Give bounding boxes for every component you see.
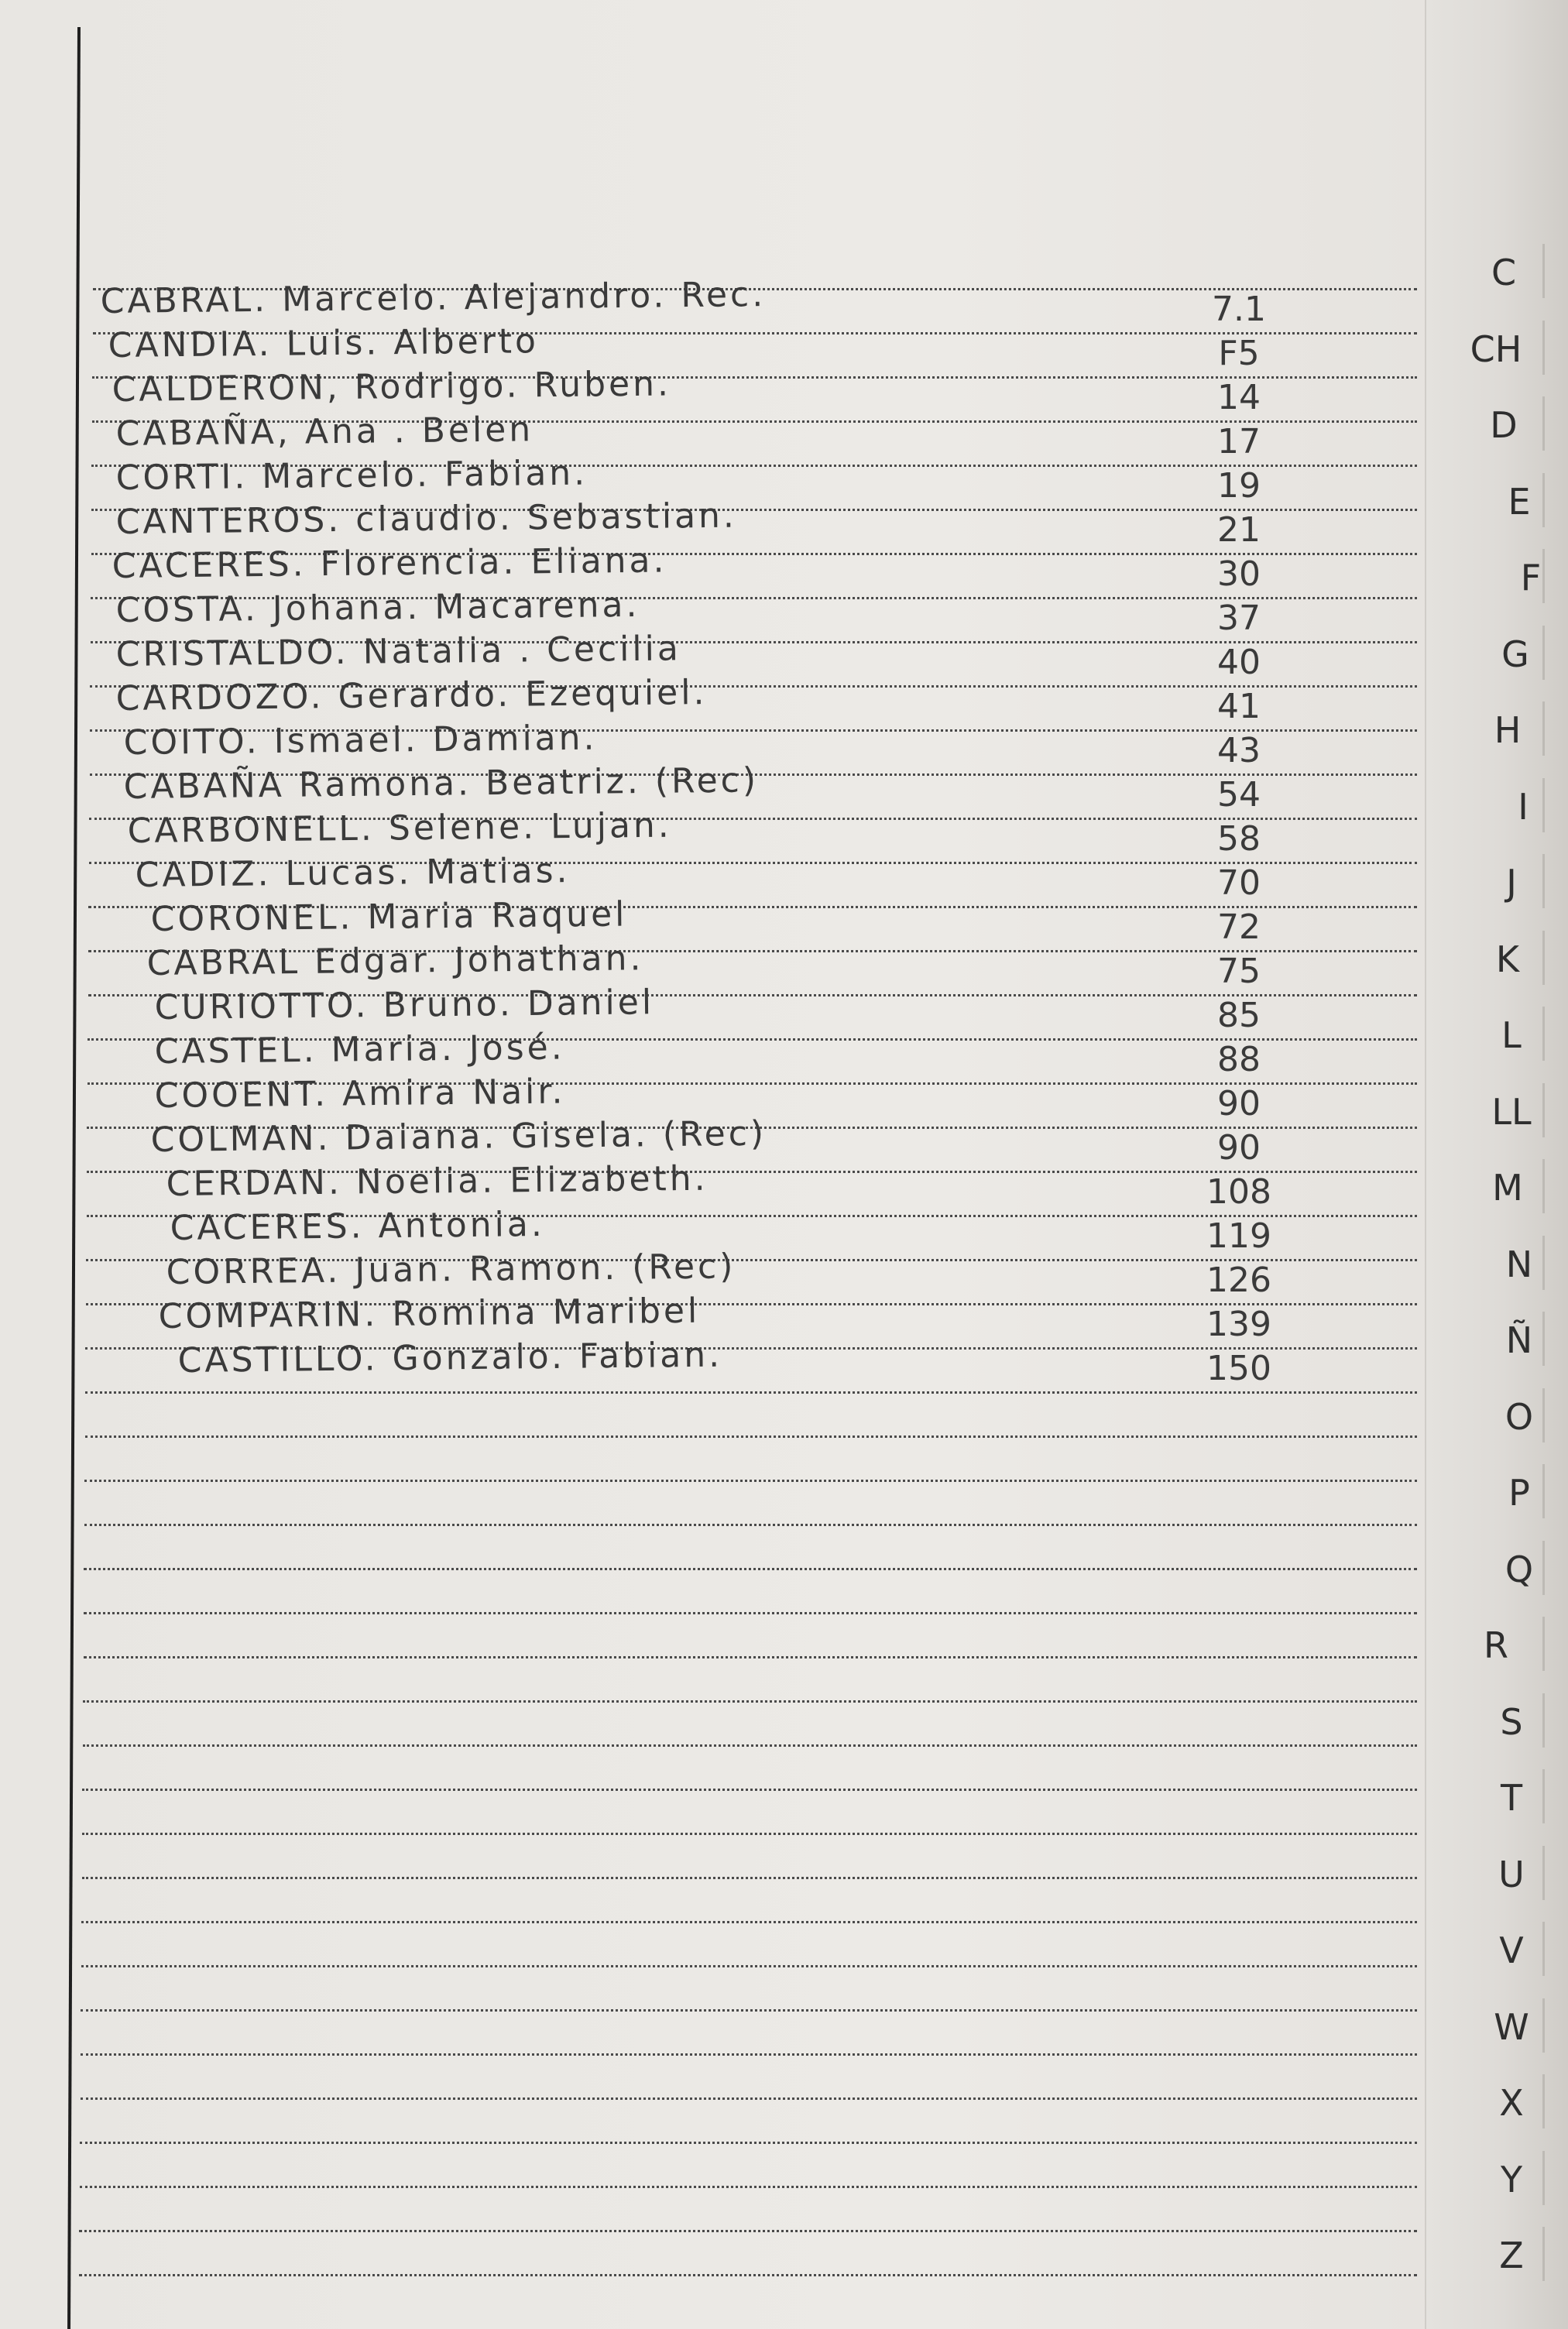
index-tab-r[interactable]: R	[1484, 1624, 1508, 1666]
tab-edge-mark	[1542, 1769, 1545, 1823]
tab-edge-mark	[1542, 549, 1545, 603]
index-tab-f[interactable]: F	[1520, 557, 1542, 599]
entry-page-number: 126	[1206, 1261, 1271, 1300]
ledger-rule	[83, 1744, 1417, 1747]
alphabet-index-tabs	[1425, 0, 1568, 2329]
entry-page-number: 88	[1217, 1040, 1261, 1079]
entry-name: CALDERON, Rodrigo. Ruben.	[112, 364, 672, 410]
entry-name: CANTEROS. claudio. Sebastian.	[115, 496, 738, 542]
entry-page-number: 70	[1217, 863, 1261, 903]
ledger-rule	[85, 1391, 1417, 1394]
ledger-rule	[81, 2053, 1417, 2056]
entry-page-number: 75	[1217, 952, 1261, 991]
tab-edge-mark	[1542, 1846, 1545, 1900]
entry-name: CORREA. Juan. Ramon. (Rec)	[166, 1247, 736, 1292]
ledger-rule	[84, 1524, 1417, 1526]
entry-name: CARDOZO. Gerardo. Ezequiel.	[115, 673, 708, 719]
tab-edge-mark	[1542, 1236, 1545, 1290]
index-tab-k[interactable]: K	[1495, 938, 1520, 980]
ledger-rule	[82, 1833, 1417, 1835]
index-tab-ch[interactable]: CH	[1470, 328, 1522, 370]
index-tab-n[interactable]: N	[1505, 1243, 1533, 1285]
index-tab-u[interactable]: U	[1498, 1854, 1525, 1895]
ledger-rule	[79, 2230, 1417, 2232]
entry-name: COLMAN. Daiana. Gisela. (Rec)	[150, 1113, 767, 1160]
index-tab-v[interactable]: V	[1499, 1929, 1524, 1971]
entry-page-number: 150	[1206, 1349, 1271, 1388]
ledger-rule	[84, 1612, 1417, 1614]
entry-page-number: 58	[1217, 819, 1261, 859]
entry-page-number: 85	[1217, 996, 1261, 1035]
tab-edge-mark	[1542, 2074, 1545, 2128]
entry-page-number: F5	[1218, 334, 1260, 373]
entry-page-number: 108	[1206, 1172, 1271, 1212]
tab-edge-mark	[1542, 473, 1545, 527]
index-tab-q[interactable]: Q	[1505, 1549, 1534, 1590]
ledger-rule	[85, 1435, 1417, 1438]
entry-name: CASTEL. Maria. José.	[154, 1027, 565, 1072]
index-tab-j[interactable]: J	[1506, 862, 1517, 904]
index-tab-p[interactable]: P	[1508, 1472, 1530, 1514]
tab-edge-mark	[1542, 1464, 1545, 1518]
index-tab-t[interactable]: T	[1500, 1777, 1523, 1819]
entry-page-number: 41	[1217, 687, 1261, 726]
tab-edge-mark	[1542, 1617, 1545, 1671]
ledger-rule	[84, 1568, 1417, 1570]
entry-name: CERDAN. Noelia. Elizabeth.	[166, 1158, 709, 1204]
entry-name: CABRAL Edgar. Johathan.	[146, 938, 644, 983]
entry-name: CACERES. Florencia. Eliana.	[112, 540, 667, 586]
index-tab-o[interactable]: O	[1505, 1396, 1534, 1438]
tab-edge-mark	[1542, 244, 1545, 298]
ledger-rule	[84, 1480, 1417, 1482]
entry-name: CABAÑA Ramona. Beatriz. (Rec)	[123, 760, 760, 807]
ledger-rule	[79, 2274, 1417, 2276]
entry-name: CASTILLO. Gonzalo. Fabian.	[177, 1335, 723, 1381]
ledger-rule	[80, 2142, 1417, 2144]
tab-edge-mark	[1542, 1922, 1545, 1976]
index-tab-w[interactable]: W	[1494, 2006, 1529, 2048]
ledger-rule	[81, 1965, 1417, 1967]
tab-edge-mark	[1542, 1083, 1545, 1137]
entry-name: CORONEL. Maria Raquel	[150, 894, 628, 939]
entry-name: COITO. Ismael. Damian.	[123, 718, 598, 763]
entry-name: CURIOTTO. Bruno. Daniel	[154, 983, 655, 1027]
tab-edge-mark	[1542, 2227, 1545, 2281]
index-tab-s[interactable]: S	[1500, 1701, 1523, 1743]
index-tab-m[interactable]: M	[1492, 1167, 1523, 1209]
tab-edge-mark	[1542, 2151, 1545, 2205]
entry-name: CANDIA. Luis. Alberto	[108, 321, 540, 365]
entry-name: COSTA. Johana. Macarena.	[115, 585, 640, 630]
tab-edge-mark	[1542, 321, 1545, 375]
entry-page-number: 119	[1206, 1216, 1271, 1256]
entry-page-number: 90	[1217, 1084, 1261, 1123]
entry-name: COMPARIN. Romina Maribel	[158, 1291, 701, 1336]
index-tab-y[interactable]: Y	[1500, 2159, 1523, 2200]
entry-page-number: 14	[1217, 378, 1261, 417]
entry-page-number: 7.1	[1212, 290, 1266, 329]
entry-name: CADIZ. Lucas. Matias.	[135, 851, 571, 895]
entry-name: CABRAL. Marcelo. Alejandro. Rec.	[100, 275, 767, 321]
tab-edge-mark	[1542, 1007, 1545, 1061]
ledger-rule	[82, 1789, 1417, 1791]
tab-edge-mark	[1542, 931, 1545, 985]
index-tab-ll[interactable]: LL	[1491, 1091, 1532, 1133]
entry-page-number: 43	[1217, 731, 1261, 770]
entry-page-number: 19	[1217, 466, 1261, 506]
tab-edge-mark	[1542, 1388, 1545, 1442]
ledger-rule	[81, 1921, 1417, 1923]
ledger-rule	[83, 1700, 1417, 1703]
ledger-rule	[80, 2186, 1417, 2188]
tab-edge-mark	[1542, 1693, 1545, 1748]
ledger-rule	[81, 2009, 1417, 2012]
entry-page-number: 17	[1217, 422, 1261, 461]
entry-name: CABAÑA, Ana . Belen	[115, 410, 534, 454]
entry-page-number: 37	[1217, 599, 1261, 638]
entry-page-number: 54	[1217, 775, 1261, 815]
tab-edge-mark	[1542, 396, 1545, 451]
tab-edge-mark	[1542, 854, 1545, 908]
ledger-rule	[81, 2097, 1417, 2100]
entry-page-number: 90	[1217, 1128, 1261, 1168]
index-tab-x[interactable]: X	[1499, 2082, 1524, 2124]
index-tab-c[interactable]: C	[1491, 252, 1517, 293]
tab-edge-mark	[1542, 1312, 1545, 1366]
tab-edge-mark	[1542, 1998, 1545, 2053]
index-tab-h[interactable]: H	[1494, 709, 1522, 751]
entry-page-number: 72	[1217, 907, 1261, 947]
tab-edge-mark	[1542, 778, 1545, 832]
ledger-rule	[84, 1656, 1417, 1658]
index-tab-g[interactable]: G	[1501, 633, 1529, 675]
entry-name: CARBONELL. Selene. Lujan.	[127, 805, 673, 851]
index-tab-ñ[interactable]: Ñ	[1505, 1319, 1533, 1361]
index-tab-e[interactable]: E	[1508, 481, 1531, 523]
ledger-rule	[82, 1877, 1417, 1879]
tab-edge-mark	[1542, 701, 1545, 756]
index-tab-d[interactable]: D	[1490, 404, 1518, 446]
entry-page-number: 30	[1217, 554, 1261, 594]
entry-page-number: 21	[1217, 510, 1261, 550]
entry-name: CORTI. Marcelo. Fabian.	[115, 453, 588, 498]
index-tab-z[interactable]: Z	[1499, 2235, 1524, 2276]
entry-page-number: 139	[1206, 1305, 1271, 1344]
tab-edge-mark	[1542, 1159, 1545, 1213]
index-tab-l[interactable]: L	[1501, 1014, 1522, 1056]
tab-edge-mark	[1542, 1541, 1545, 1595]
entry-name: CACERES. Antonia.	[170, 1204, 546, 1248]
entry-page-number: 40	[1217, 643, 1261, 682]
tab-edge-mark	[1542, 626, 1545, 680]
entry-name: CRISTALDO. Natalia . Cecilia	[115, 629, 682, 674]
entry-name: COOENT. Amira Nair.	[154, 1072, 566, 1116]
index-tab-i[interactable]: I	[1518, 786, 1529, 828]
